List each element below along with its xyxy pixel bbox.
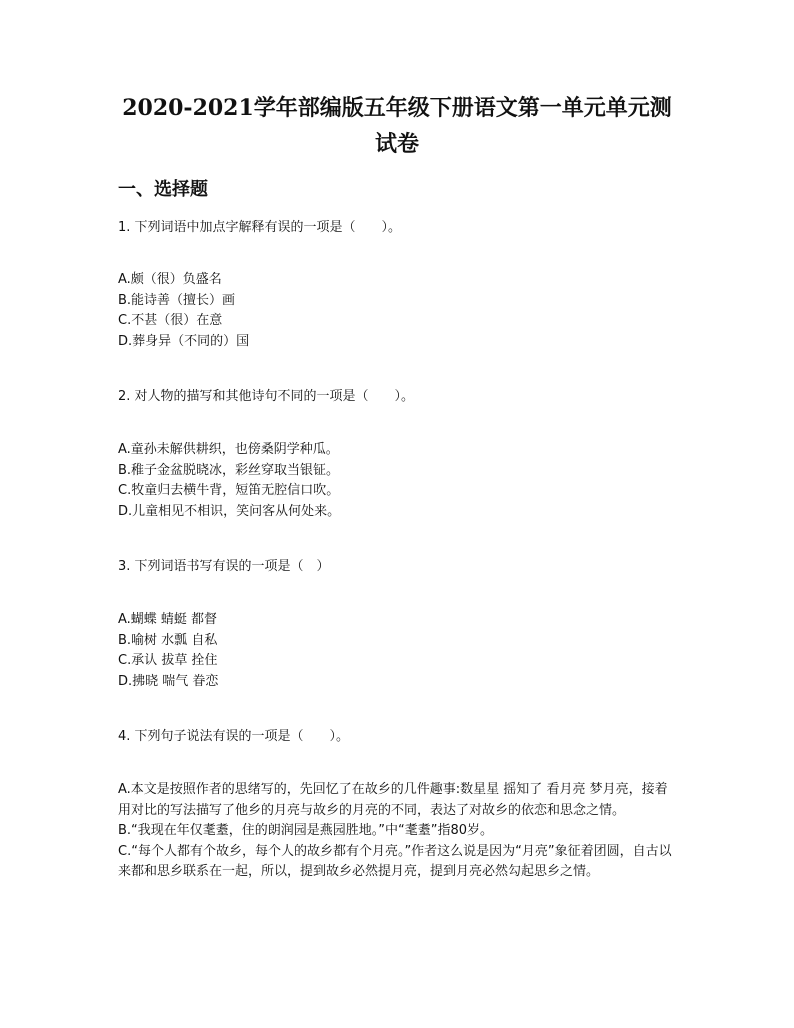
question-4-option-b: B.“我现在年仅耄耋，住的朗润园是燕园胜地。”中“耄耋”指80岁。 bbox=[118, 823, 494, 838]
question-4-option-c: C.“每个人都有个故乡，每个人的故乡都有个月亮。”作者这么说是因为“月亮”象征着团圆，自古以来都和思乡联系在一起，所以，提到故乡必然提月亮，提到月亮必然勾起思乡之情。 bbox=[118, 843, 672, 879]
question-4-stem: 4. 下列句子说法有误的一项是（ ）。 bbox=[118, 729, 350, 744]
question-4-options bbox=[118, 780, 680, 883]
question-1-option-b: B.能诗善（擅长）画 bbox=[118, 292, 236, 308]
question-1-options bbox=[118, 270, 680, 352]
question-2-option-d: D.儿童相见不相识，笑问客从何处来。 bbox=[118, 503, 341, 519]
title-line-2: 试卷 bbox=[374, 131, 419, 157]
question-3-option-b: B.喻树 水瓢 自私 bbox=[118, 632, 218, 648]
question-1-option-a: A.颇（很）负盛名 bbox=[118, 272, 222, 287]
question-2-options bbox=[118, 440, 680, 522]
question-1-option-d: D.葬身异（不同的）国 bbox=[118, 333, 250, 349]
question-2-stem: 2. 对人物的描写和其他诗句不同的一项是（ ）。 bbox=[118, 389, 415, 404]
question-3-options bbox=[118, 610, 680, 692]
title-line-1: 2020-2021学年部编版五年级下册语文第一单元单元测 bbox=[122, 95, 672, 121]
question-3-option-c: C.承认 拔草 拴住 bbox=[118, 653, 218, 668]
question-2-option-c: C.牧童归去横牛背，短笛无腔信口吹。 bbox=[118, 483, 340, 498]
question-2-option-b: B.稚子金盆脱晓冰，彩丝穿取当银钲。 bbox=[118, 462, 340, 478]
question-3-option-a: A.蝴蝶 蜻蜓 都督 bbox=[118, 612, 218, 627]
question-1-option-c: C.不甚（很）在意 bbox=[118, 313, 223, 328]
section-heading: 一、选择题 bbox=[118, 179, 208, 200]
question-4-option-a: A.本文是按照作者的思绪写的，先回忆了在故乡的几件趣事:数星星 摇知了 看月亮 梦月亮，接着用对比的写法描写了他乡的月亮与故乡的月亮的不同，表达了对故乡的依恋和思念之情。 bbox=[118, 782, 668, 818]
question-2-option-a: A.童孙未解供耕织，也傍桑阴学种瓜。 bbox=[118, 442, 339, 457]
question-3-option-d: D.拂晓 喘气 眷恋 bbox=[118, 673, 219, 689]
document-title bbox=[100, 90, 694, 162]
question-1-stem: 1. 下列词语中加点字解释有误的一项是（ ）。 bbox=[118, 220, 402, 235]
question-3-stem: 3. 下列词语书写有误的一项是（ ） bbox=[118, 559, 330, 574]
